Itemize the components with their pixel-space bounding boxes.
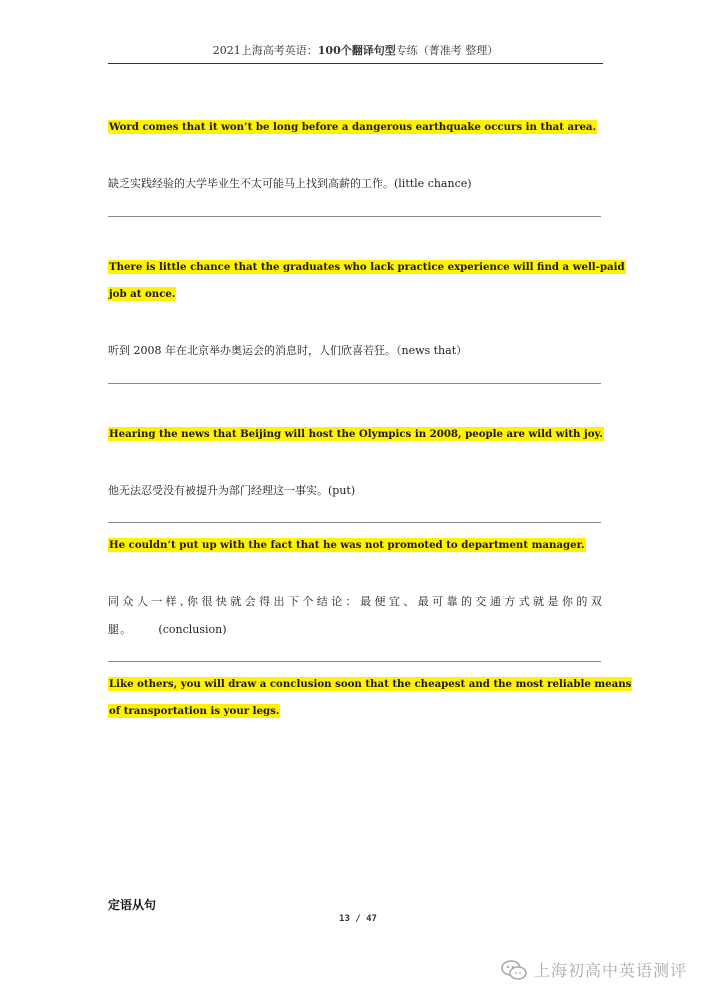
question-5-line-2 [108, 620, 603, 640]
wechat-icon [500, 959, 528, 981]
answer-1 [108, 114, 606, 141]
answer-blank-2 [108, 216, 601, 217]
header-rule [108, 63, 603, 64]
answer-2 [108, 254, 625, 308]
watermark [500, 958, 687, 981]
answer-1-line-1: Word comes that it won’t be long before a dangerous earthquake occurs in that area. [109, 121, 597, 133]
answer-blank-5 [108, 661, 601, 662]
question-5-line-2-text: 腿。 [108, 623, 133, 636]
answer-4-line-1: He couldn’t put up with the fact that he was not promoted to department manager. [109, 539, 585, 551]
answer-4 [108, 532, 606, 559]
question-5-hint: (conclusion) [158, 623, 227, 636]
page-header [108, 44, 603, 58]
answer-blank-4 [108, 522, 601, 523]
question-4: 他无法忍受没有被提升为部门经理这一事实。(put) [108, 484, 356, 497]
question-5-line-1: 同众人一样,你很快就会得出下个结论：最便宜、最可靠的交通方式就是你的双 [108, 595, 603, 608]
question-3: 听到 2008 年在北京举办奥运会的消息时，人们欣喜若狂。（news that） [108, 344, 468, 357]
section-title: 定语从句 [108, 898, 157, 912]
header-suffix: 专练（菁准考 整理） [395, 44, 499, 57]
answer-5-line-1: Like others, you will draw a conclusion soon that the cheapest and the most reliable means [109, 678, 632, 690]
page-number: 13 / 47 [339, 914, 377, 924]
answer-blank-3 [108, 383, 601, 384]
header-prefix: 2021上海高考英语： [212, 44, 318, 57]
answer-3-line-1: Hearing the news that Beijing will host the Olympics in 2008, people are wild with joy. [109, 428, 603, 440]
answer-3 [108, 421, 606, 448]
question-2: 缺乏实践经验的大学毕业生不太可能马上找到高薪的工作。(little chance) [108, 177, 472, 190]
header-bold: 100个翻译句型 [317, 44, 396, 57]
answer-5 [108, 671, 632, 725]
answer-2-line-1: There is little chance that the graduates who lack practice experience will find a well-paid [109, 261, 625, 273]
answer-5-line-2: of transportation is your legs. [109, 705, 280, 717]
watermark-text: 上海初高中英语测评 [533, 961, 687, 980]
answer-2-line-2: job at once. [109, 288, 176, 300]
